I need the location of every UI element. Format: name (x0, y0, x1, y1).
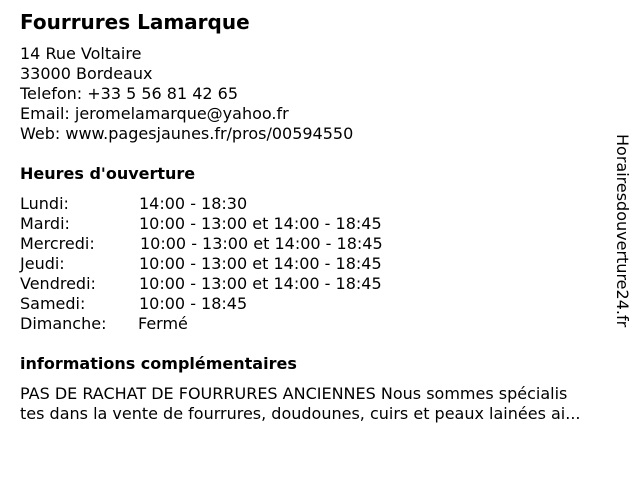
email-address: Email: jeromelamarque@yahoo.fr (20, 104, 289, 123)
phone-number: Telefon: +33 5 56 81 42 65 (20, 84, 239, 103)
additional-info-heading: informations complémentaires (20, 354, 297, 373)
hours-time: 10:00 - 13:00 et 14:00 - 18:45 (140, 234, 383, 253)
additional-info-line: PAS DE RACHAT DE FOURRURES ANCIENNES Nous sommes spécialis (20, 384, 568, 403)
hours-time: 10:00 - 18:45 (139, 294, 248, 313)
city-postal: 33000 Bordeaux (20, 64, 153, 83)
hours-time: 10:00 - 13:00 et 14:00 - 18:45 (139, 214, 382, 233)
additional-info-line: tes dans la vente de fourrures, doudounes, cuirs et peaux lainées ai... (20, 404, 581, 423)
site-watermark: Horairesdouverture24.fr (613, 134, 632, 328)
hours-time: Fermé (138, 314, 188, 333)
hours-time: 10:00 - 13:00 et 14:00 - 18:45 (139, 254, 382, 273)
hours-day: Dimanche: (20, 314, 107, 333)
hours-day: Jeudi: (20, 254, 65, 273)
street-address: 14 Rue Voltaire (20, 44, 142, 63)
business-name: Fourrures Lamarque (20, 10, 250, 34)
additional-info-text (20, 384, 630, 424)
opening-hours-heading: Heures d'ouverture (20, 164, 196, 183)
hours-day: Samedi: (20, 294, 86, 313)
hours-day: Mardi: (20, 214, 70, 233)
hours-time: 10:00 - 13:00 et 14:00 - 18:45 (139, 274, 382, 293)
hours-day: Lundi: (20, 194, 69, 213)
hours-time: 14:00 - 18:30 (139, 194, 248, 213)
website-url: Web: www.pagesjaunes.fr/pros/00594550 (20, 124, 354, 143)
contact-block (20, 44, 353, 144)
hours-day: Vendredi: (20, 274, 96, 293)
hours-day: Mercredi: (20, 234, 95, 253)
